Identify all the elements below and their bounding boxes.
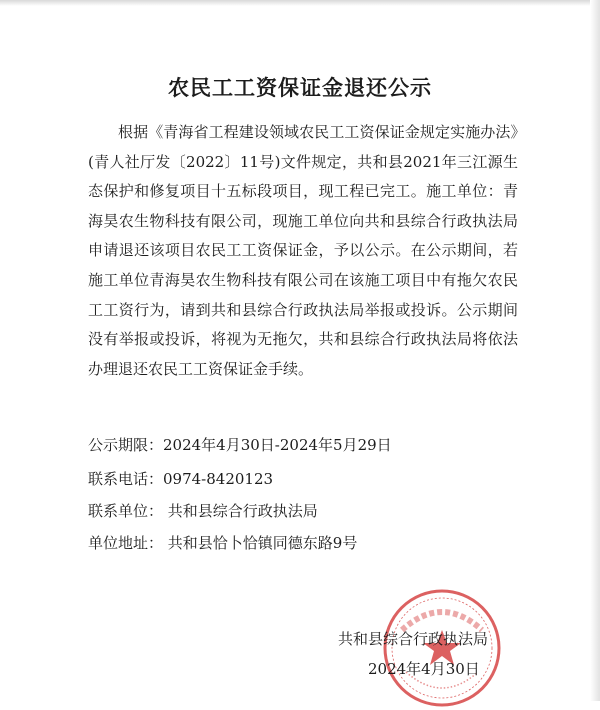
contact-unit: 联系单位： 共和县综合行政执法局: [88, 502, 318, 520]
unit-address: 单位地址： 共和县恰卜恰镇同德东路9号: [88, 534, 358, 552]
page-top-edge: [0, 0, 600, 6]
notice-period: 公示期限：2024年4月30日-2024年5月29日: [88, 436, 392, 454]
signature-date: 2024年4月30日: [368, 660, 480, 678]
page-title: 农民工工资保证金退还公示: [168, 75, 432, 100]
contact-phone: 联系电话：0974-8420123: [88, 470, 274, 488]
signature-organization: 共和县综合行政执法局: [338, 630, 489, 648]
page-right-edge: [590, 0, 600, 701]
notice-body: 根据《青海省工程建设领域农民工工资保证金规定实施办法》(青人社厅发〔2022〕11号)文件规定，共和县2021年三江源生态保护和修复项目十五标段项目，现工程已完工。施工单位：青海昊农生物科技有限公司，现施工单位向共和县综合行政执法局申请退还该项目农民工工资保证金，予以公示。在公示期间，若施工单位青海昊农生物科技有限公司在该施工项目中有拖欠农民工工资行为，请到共和县综合行政执法局举报或投诉。公示期间没有举报或投诉，将视为无拖欠，共和县综合行政执法局将依法办理退还农民工工资保证金手续。: [88, 123, 518, 378]
